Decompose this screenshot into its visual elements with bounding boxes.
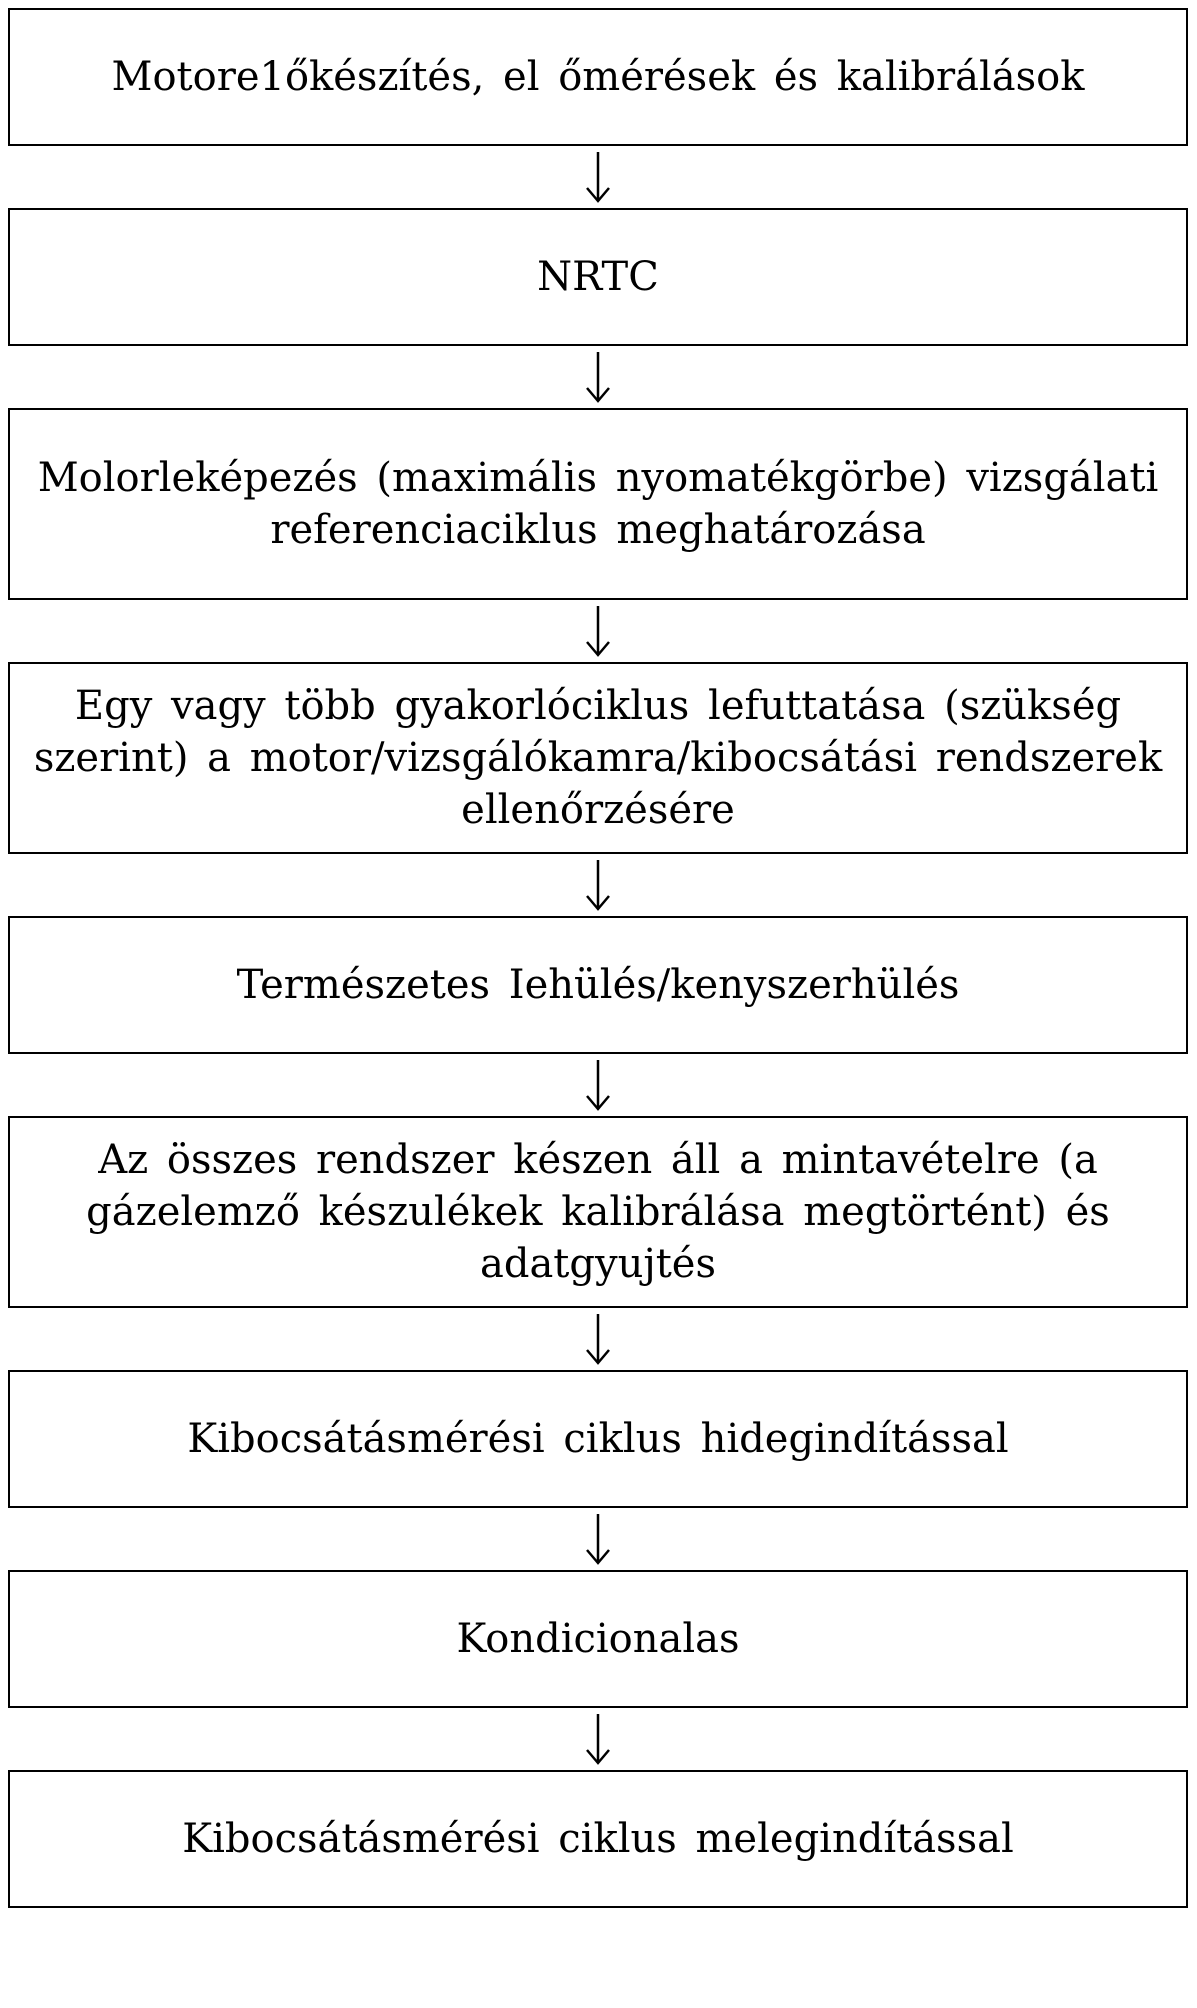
- step-label: Természetes Iehülés/kenyszerhülés: [236, 962, 960, 1008]
- step-engine-preparation: [8, 8, 1188, 146]
- step-cold-start-cycle: [8, 1370, 1188, 1508]
- arrow-down-icon: [583, 1712, 613, 1766]
- arrow-down-icon: [583, 350, 613, 404]
- arrow-down-icon: [583, 150, 613, 204]
- arrow-connector: [8, 1708, 1188, 1770]
- arrow-down-icon: [583, 1058, 613, 1112]
- step-label: Kibocsátásmérési ciklus melegindítással: [182, 1816, 1014, 1862]
- arrow-down-icon: [583, 604, 613, 658]
- arrow-connector: [8, 854, 1188, 916]
- step-engine-mapping: [8, 408, 1188, 600]
- step-practice-cycles: [8, 662, 1188, 854]
- arrow-connector: [8, 1054, 1188, 1116]
- arrow-connector: [8, 1508, 1188, 1570]
- step-label: Egy vagy több gyakorlóciklus lefuttatása (szükség szerint) a motor/vizsgálókamra/kibocsátási rendszerek ellenőrzésére: [33, 683, 1163, 833]
- step-systems-ready: [8, 1116, 1188, 1308]
- arrow-connector: [8, 146, 1188, 208]
- step-label: Kibocsátásmérési ciklus hidegindítással: [187, 1416, 1009, 1462]
- step-label: Az összes rendszer készen áll a mintavételre (a gázelemző készulékek kalibrálása megtörtént) és adatgyujtés: [86, 1137, 1110, 1287]
- step-label: Molorleképezés (maximális nyomatékgörbe) vizsgálati referenciaciklus meghatározása: [37, 455, 1159, 553]
- arrow-down-icon: [583, 1512, 613, 1566]
- arrow-down-icon: [583, 1312, 613, 1366]
- step-hot-start-cycle: [8, 1770, 1188, 1908]
- step-label: NRTC: [537, 254, 659, 300]
- step-nrtc: [8, 208, 1188, 346]
- step-label: Motore1őkészítés, el őmérések és kalibrálások: [111, 54, 1085, 100]
- arrow-down-icon: [583, 858, 613, 912]
- arrow-connector: [8, 346, 1188, 408]
- arrow-connector: [8, 1308, 1188, 1370]
- flowchart: [8, 8, 1188, 1908]
- step-cooldown: [8, 916, 1188, 1054]
- step-conditioning: [8, 1570, 1188, 1708]
- step-label: Kondicionalas: [456, 1616, 740, 1662]
- arrow-connector: [8, 600, 1188, 662]
